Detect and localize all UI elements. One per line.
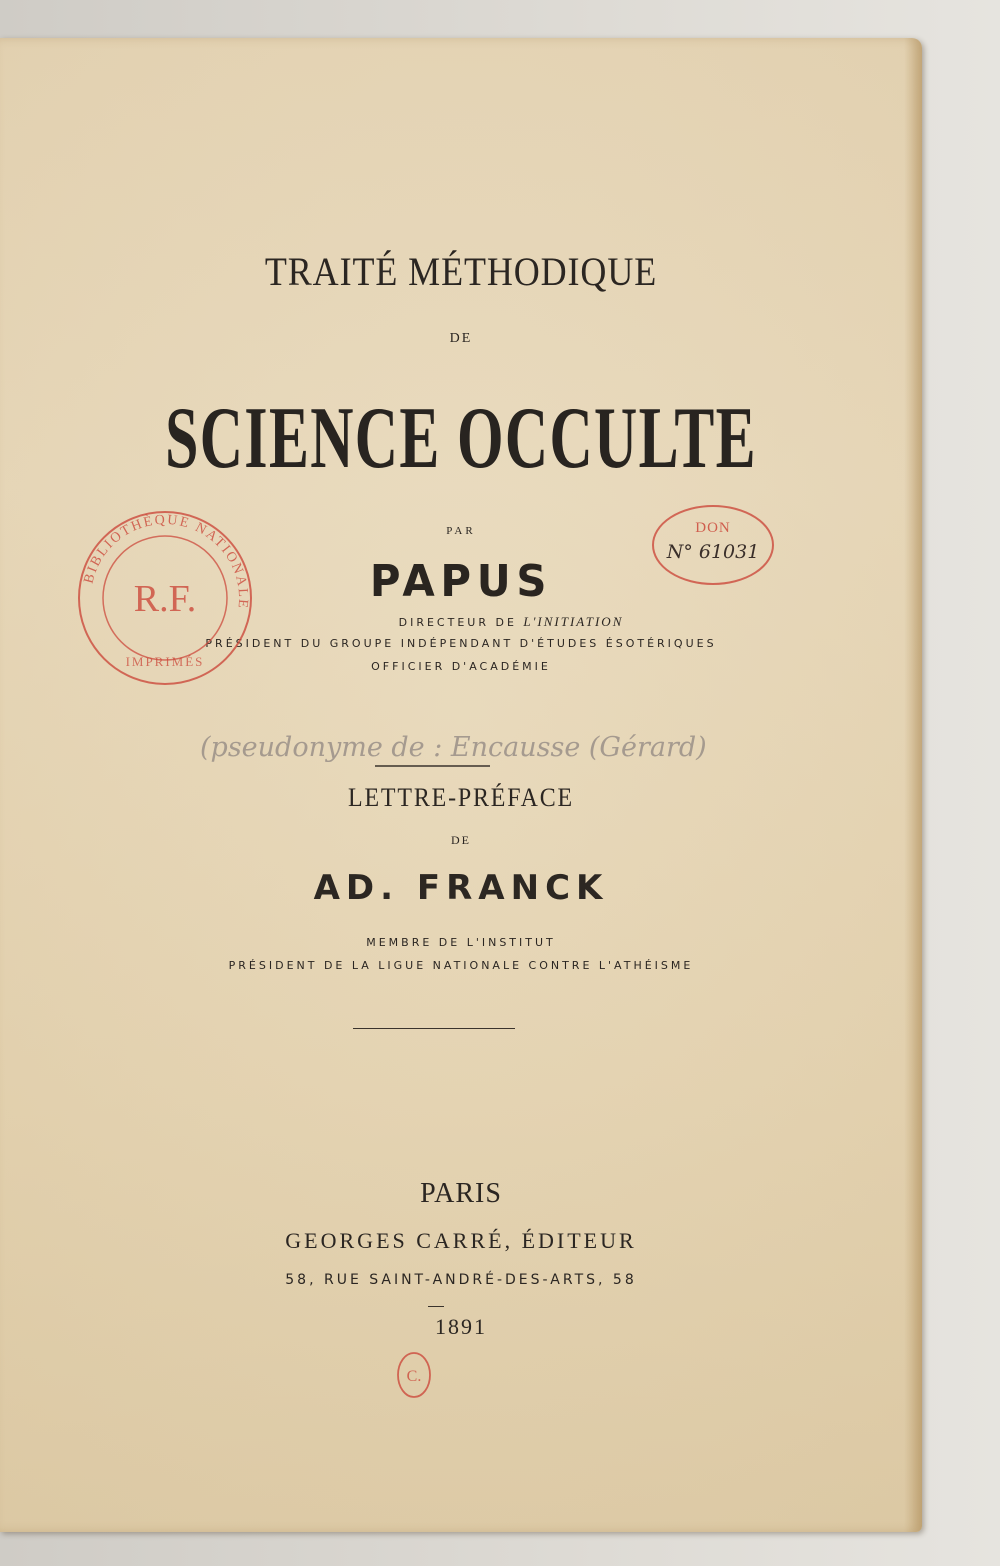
author-role-director-prefix: DIRECTEUR DE	[398, 616, 524, 629]
title-connector: DE	[449, 331, 473, 346]
handwritten-annotation-text: (pseudonyme de : Encausse (Gérard)	[200, 732, 707, 763]
donation-number: N° 61031	[666, 541, 760, 563]
copyright-stamp	[394, 1350, 434, 1400]
preface-author: AD. FRANCK	[313, 868, 609, 908]
byline-par: PAR	[446, 525, 476, 537]
author-name: PAPUS	[369, 556, 553, 607]
section-divider	[353, 1028, 515, 1029]
title-page	[0, 38, 922, 1532]
imprint-city: PARIS	[420, 1178, 502, 1209]
imprint-address: 58, RUE SAINT-ANDRÉ-DES-ARTS, 58	[285, 1272, 637, 1288]
library-stamp-center: R.F.	[133, 578, 197, 620]
preface-author-role-member: MEMBRE DE L'INSTITUT	[366, 936, 556, 949]
author-role-president: PRÉSIDENT DU GROUPE INDÉPENDANT D'ÉTUDES ÉSOTÉRIQUES	[205, 637, 717, 650]
library-stamp-bottom: IMPRIMÉS	[125, 654, 205, 669]
journal-name: L'INITIATION	[523, 614, 624, 629]
author-role-officer: OFFICIER D'ACADÉMIE	[371, 660, 551, 673]
imprint-year: 1891	[435, 1314, 487, 1339]
preface-author-role-president: PRÉSIDENT DE LA LIGUE NATIONALE CONTRE L'ATHÉISME	[228, 959, 694, 972]
preface-connector: DE	[451, 833, 471, 847]
year-divider	[428, 1306, 444, 1307]
imprint-publisher: GEORGES CARRÉ, ÉDITEUR	[285, 1228, 637, 1253]
main-title: SCIENCE OCCULTE	[165, 390, 757, 487]
library-stamp	[70, 508, 260, 688]
donation-stamp-label: DON	[695, 520, 731, 536]
preface-label: LETTRE-PRÉFACE	[348, 783, 574, 812]
handwritten-annotation	[200, 718, 760, 778]
donation-stamp	[648, 500, 778, 590]
title-line-1: TRAITÉ MÉTHODIQUE	[264, 249, 658, 294]
page-edge-shading	[904, 38, 922, 1532]
copyright-stamp-text: C.	[406, 1368, 422, 1385]
library-stamp-ring-text: BIBLIOTHÈQUE NATIONALE	[81, 512, 251, 611]
